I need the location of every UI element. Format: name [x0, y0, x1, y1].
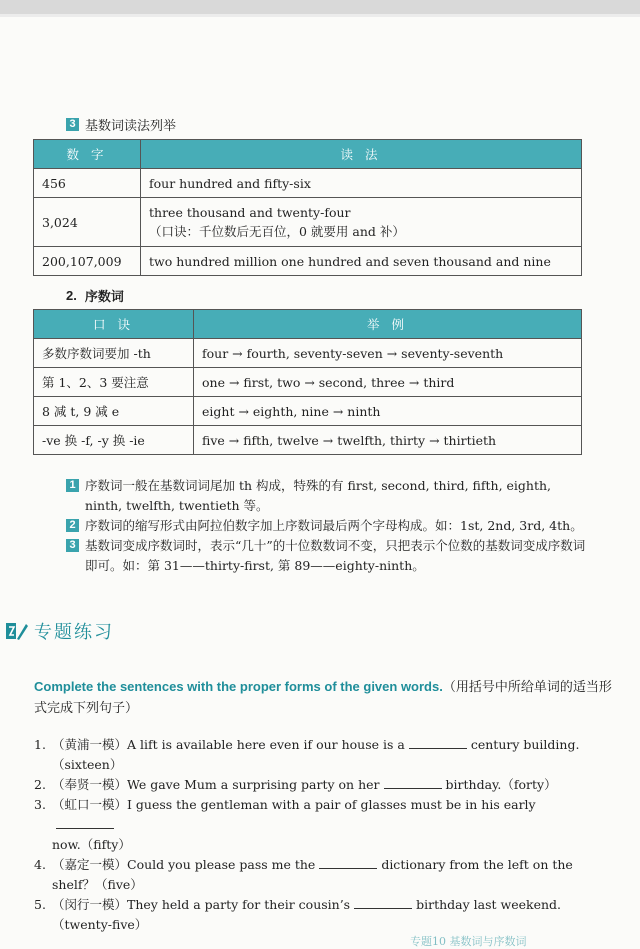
- cell-reading: [141, 198, 582, 247]
- question-number: 1.: [34, 737, 46, 752]
- table-row: [34, 426, 582, 455]
- question-text-after: century building.: [470, 737, 580, 752]
- table-row: [34, 339, 582, 368]
- col-header-example: 举 例: [194, 310, 582, 339]
- note-item: [66, 476, 586, 516]
- answer-blank[interactable]: [319, 856, 377, 869]
- cell-number: 456: [34, 169, 141, 198]
- section-3-heading: [66, 115, 176, 134]
- col-header-reading: 读 法: [141, 140, 582, 169]
- question-item: [34, 735, 594, 775]
- note-item: [66, 516, 586, 536]
- question-text-before: （奉贤一模）We gave Mum a surprising party on her: [52, 777, 380, 792]
- note-text: 序数词的缩写形式由阿拉伯数字加上序数词最后两个字母构成。如：1st, 2nd, 3rd, 4th。: [85, 518, 583, 533]
- cell-number: 3,024: [34, 198, 141, 247]
- cell-number: 200,107,009: [34, 247, 141, 276]
- reading-mnemonic: （口诀：千位数后无百位，0 就要用 and 补）: [149, 224, 405, 239]
- section-3-title: 基数词读法列举: [85, 119, 177, 134]
- question-hint: （twenty-five）: [52, 917, 148, 932]
- answer-blank[interactable]: [354, 896, 412, 909]
- note-text: 基数词变成序数词时，表示“几十”的十位数数词不变，只把表示个位数的基数词变成序数词即可。如：第 31——thirty-first, 第 89——eighty-ninth。: [85, 538, 586, 573]
- pencil-icon: [6, 621, 28, 641]
- cell-rule: 8 减 t, 9 减 e: [34, 397, 194, 426]
- cell-example: eight → eighth, nine → ninth: [194, 397, 582, 426]
- section-number-badge: 3: [66, 118, 79, 131]
- ordinal-table: [33, 309, 582, 455]
- ordinal-heading-title: 序数词: [84, 290, 124, 305]
- ordinal-heading-number: 2.: [66, 288, 77, 303]
- table-row: [34, 368, 582, 397]
- question-text-after: birthday.（forty）: [445, 777, 557, 792]
- question-item: [34, 775, 594, 795]
- question-text-before: （嘉定一模）Could you please pass me the: [52, 857, 316, 872]
- table-row: [34, 247, 582, 276]
- cell-rule: -ve 换 -f, -y 换 -ie: [34, 426, 194, 455]
- question-text-before: （黄浦一模）A lift is available here even if our house is a: [52, 737, 405, 752]
- note-item: [66, 536, 586, 576]
- instruction: [34, 676, 614, 719]
- question-item: [34, 895, 594, 935]
- top-bar: [0, 0, 640, 14]
- question-text-after: dictionary from the left on the: [381, 857, 573, 872]
- question-item: [34, 795, 594, 855]
- cell-example: five → fifth, twelve → twelfth, thirty → thirtieth: [194, 426, 582, 455]
- cell-rule: 多数序数词要加 -th: [34, 339, 194, 368]
- question-text-before: （闵行一模）They held a party for their cousin’s: [52, 897, 351, 912]
- question-number: 2.: [34, 777, 46, 792]
- question-item: [34, 855, 594, 895]
- cell-reading: four hundred and fifty-six: [141, 169, 582, 198]
- notes-list: [66, 476, 586, 576]
- question-text-after: birthday last weekend.: [416, 897, 562, 912]
- instruction-chinese: （用括号中所给单词的适当形式完成下列句子）: [34, 680, 612, 716]
- page-footer: 专题10 基数词与序数词: [410, 935, 527, 948]
- col-header-rule: 口 诀: [34, 310, 194, 339]
- note-number-badge: 2: [66, 519, 79, 532]
- cell-example: four → fourth, seventy-seven → seventy-seventh: [194, 339, 582, 368]
- answer-blank[interactable]: [56, 816, 114, 829]
- answer-blank[interactable]: [384, 776, 442, 789]
- cell-reading: two hundred million one hundred and seven thousand and nine: [141, 247, 582, 276]
- note-number-badge: 1: [66, 479, 79, 492]
- table-row: [34, 198, 582, 247]
- cell-example: one → first, two → second, three → third: [194, 368, 582, 397]
- topic-title: 专题练习: [34, 622, 114, 643]
- cell-rule: 第 1、2、3 要注意: [34, 368, 194, 397]
- question-text-before: （虹口一模）I guess the gentleman with a pair of glasses must be in his early: [52, 797, 536, 812]
- question-number: 4.: [34, 857, 46, 872]
- question-hint: now.（fifty）: [52, 837, 131, 852]
- question-number: 5.: [34, 897, 46, 912]
- note-number-badge: 3: [66, 539, 79, 552]
- topic-heading: [6, 618, 114, 644]
- reading-line: three thousand and twenty-four: [149, 205, 351, 220]
- table-row: [34, 169, 582, 198]
- question-list: [34, 735, 594, 935]
- col-header-number: 数 字: [34, 140, 141, 169]
- instruction-english: Complete the sentences with the proper forms of the given words.: [34, 679, 443, 694]
- ordinal-heading: [66, 286, 124, 305]
- question-number: 3.: [34, 797, 46, 812]
- table-row: [34, 397, 582, 426]
- note-text: 序数词一般在基数词词尾加 th 构成，特殊的有 first, second, third, fifth, eighth, ninth, twelfth, twentieth 等。: [85, 478, 552, 513]
- answer-blank[interactable]: [409, 736, 467, 749]
- question-hint: （sixteen）: [52, 757, 123, 772]
- question-hint: shelf？（five）: [52, 877, 143, 892]
- cardinal-table: [33, 139, 582, 276]
